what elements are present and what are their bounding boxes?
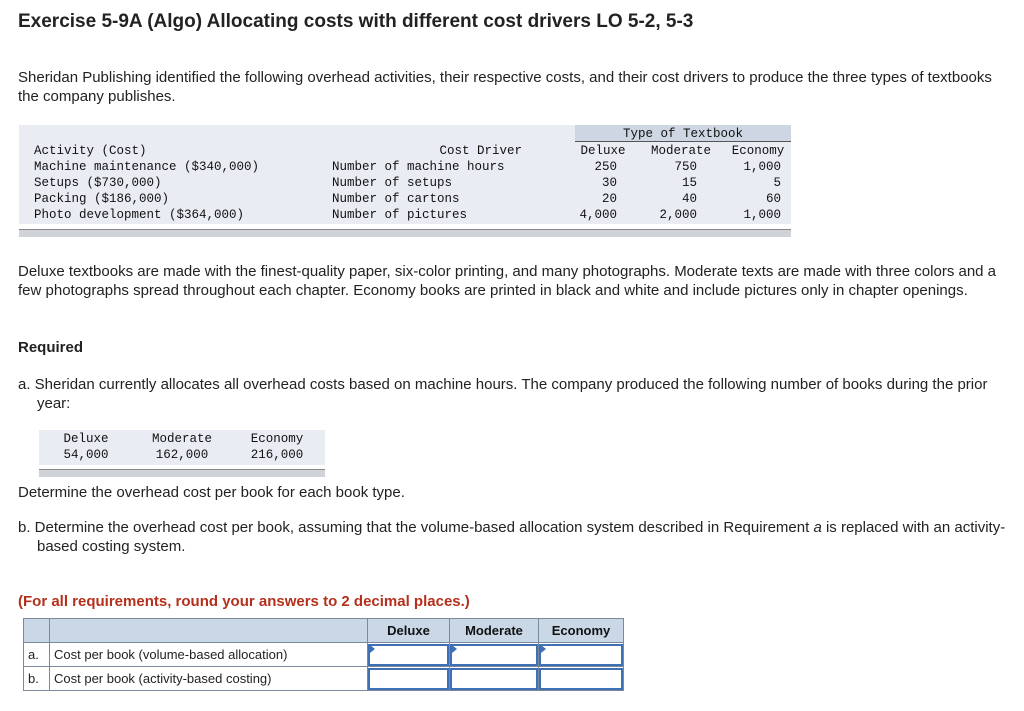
moderate-abc-input[interactable] [450, 668, 538, 690]
intro-paragraph: Sheridan Publishing identified the following overhead activities, their respective costs, and their cost drivers to produce the three types of textbooks the company publishes. [18, 69, 992, 105]
deluxe-abc-input[interactable] [368, 668, 449, 690]
moderate-value: 40 [681, 192, 697, 206]
requirement-b-prefix: b. Determine the overhead cost per book, assuming that the volume-based allocation system described in Requirement [18, 519, 814, 536]
economy-value: 60 [765, 192, 781, 206]
header-blank-label [50, 619, 368, 643]
deluxe-value: 250 [594, 160, 617, 174]
activity-cost-table [19, 125, 791, 237]
production-volume-table [39, 430, 325, 478]
production-economy-value: 216,000 [250, 448, 304, 462]
cost-driver: Number of pictures [332, 208, 468, 222]
row-letter: b. [24, 667, 50, 691]
answer-cell [450, 667, 539, 691]
economy-value: 1,000 [743, 208, 781, 222]
col-header-cost-driver: Cost Driver [439, 144, 522, 158]
answer-row-a [24, 643, 624, 667]
activity-name: Packing ($186,000) [34, 192, 170, 206]
table-scrollbar[interactable] [39, 469, 325, 477]
answer-header-moderate: Moderate [450, 619, 539, 643]
cost-driver: Number of cartons [332, 192, 460, 206]
answer-header-economy: Economy [539, 619, 624, 643]
group-header-rule [575, 141, 791, 142]
activity-name: Setups ($730,000) [34, 176, 162, 190]
deluxe-value: 20 [601, 192, 617, 206]
cost-driver: Number of machine hours [332, 160, 505, 174]
col-header-moderate: Moderate [650, 144, 711, 158]
requirement-b-suffix: is replaced with an activity-based costing system. [37, 519, 1006, 555]
production-moderate-value: 162,000 [155, 448, 209, 462]
answer-header-deluxe: Deluxe [368, 619, 450, 643]
input-marker-icon [541, 645, 546, 653]
requirement-a-text: a. Sheridan currently allocates all overhead costs based on machine hours. The company produced the following number of books during the prior year: [18, 376, 988, 412]
requirement-b-text [18, 518, 1024, 556]
answer-row-b [24, 667, 624, 691]
answer-cell [368, 643, 450, 667]
col-header-economy: Economy [731, 144, 785, 158]
economy-volume-input[interactable] [539, 644, 623, 666]
input-marker-icon [452, 645, 457, 653]
answer-cell [539, 643, 624, 667]
group-header-type-of-textbook: Type of Textbook [622, 127, 744, 141]
determine-instruction: Determine the overhead cost per book for each book type. [18, 484, 405, 501]
row-label: Cost per book (activity-based costing) [50, 667, 368, 691]
col-header-deluxe: Deluxe [580, 144, 626, 158]
economy-value: 5 [773, 176, 781, 190]
rounding-note: (For all requirements, round your answers to 2 decimal places.) [18, 593, 470, 610]
deluxe-value: 30 [601, 176, 617, 190]
activity-name: Machine maintenance ($340,000) [34, 160, 260, 174]
moderate-value: 15 [681, 176, 697, 190]
moderate-volume-input[interactable] [450, 644, 538, 666]
exercise-title: Exercise 5-9A (Algo) Allocating costs with different cost drivers LO 5-2, 5-3 [18, 11, 694, 32]
activity-name: Photo development ($364,000) [34, 208, 245, 222]
input-marker-icon [370, 645, 375, 653]
cost-driver: Number of setups [332, 176, 453, 190]
production-header-deluxe: Deluxe [63, 432, 109, 446]
textbook-description: Deluxe textbooks are made with the finest-quality paper, six-color printing, and many photographs. Moderate texts are made with three colors and a few photographs spread throughout each chapter. Economy books are printed in black and white and include pictures only in chapter openings. [18, 263, 997, 299]
row-letter: a. [24, 643, 50, 667]
production-header-economy: Economy [250, 432, 304, 446]
answer-table [23, 618, 624, 691]
answer-cell [539, 667, 624, 691]
moderate-value: 750 [674, 160, 697, 174]
answer-cell [368, 667, 450, 691]
economy-abc-input[interactable] [539, 668, 623, 690]
economy-value: 1,000 [743, 160, 781, 174]
header-blank-letter [24, 619, 50, 643]
requirement-b-italic: a [813, 519, 822, 536]
deluxe-value: 4,000 [579, 208, 617, 222]
required-heading: Required [18, 339, 84, 356]
deluxe-volume-input[interactable] [368, 644, 449, 666]
table-scrollbar[interactable] [19, 229, 791, 237]
row-label: Cost per book (volume-based allocation) [50, 643, 368, 667]
answer-header-row [24, 619, 624, 643]
answer-cell [450, 643, 539, 667]
col-header-activity: Activity (Cost) [34, 144, 147, 158]
production-deluxe-value: 54,000 [63, 448, 109, 462]
production-header-moderate: Moderate [151, 432, 212, 446]
moderate-value: 2,000 [659, 208, 697, 222]
